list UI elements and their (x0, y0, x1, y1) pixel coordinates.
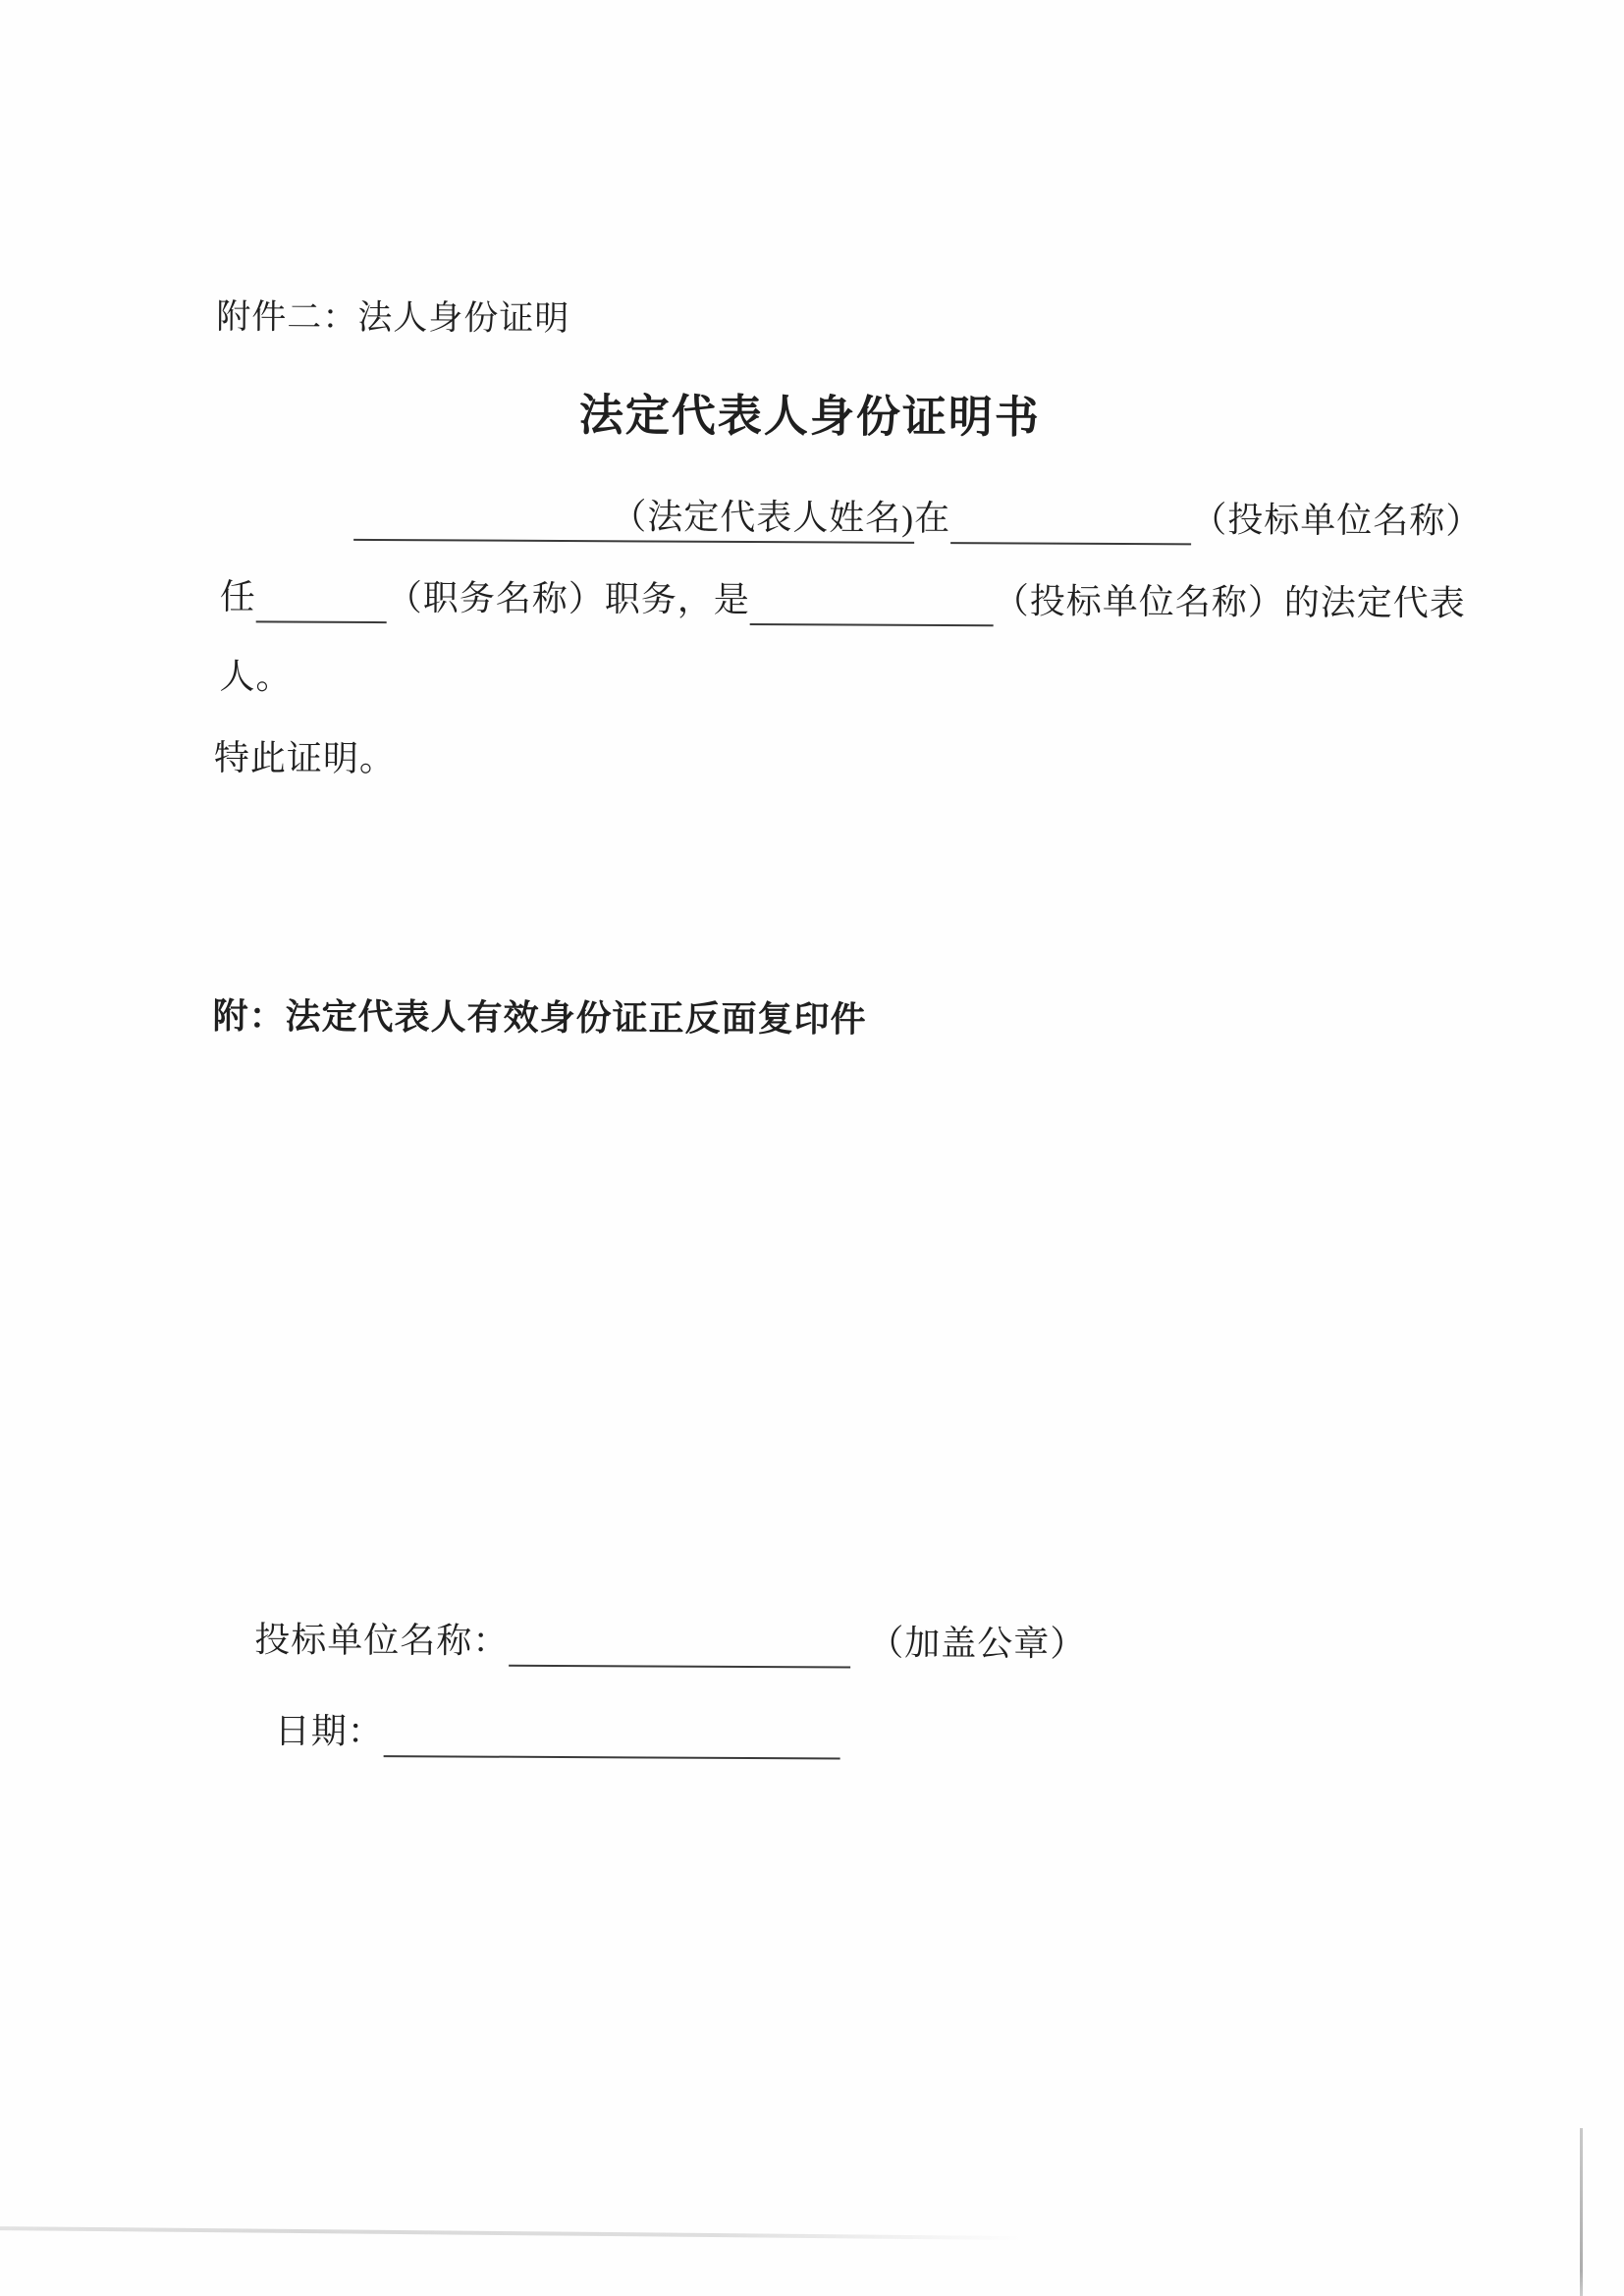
blank-legal-rep-name (353, 526, 611, 528)
company-name-label: 投标单位名称： (254, 1620, 510, 1661)
paragraph-line-1 (353, 492, 1482, 547)
paragraph-line-3: 人。 (219, 657, 293, 697)
scan-right-edge-artifact (1580, 2128, 1583, 2296)
paragraph-line-2 (220, 573, 1466, 628)
attachment-note: 附：法定代表人有效身份证正反面复印件 (212, 996, 867, 1040)
position-underline (256, 578, 387, 622)
legal-rep-name-underline-group (353, 497, 914, 544)
blank-company-name-1 (950, 529, 1191, 531)
blank-position-title (256, 608, 387, 610)
hint-company-name-2: （投标单位名称）的法定代表 (993, 581, 1466, 623)
blank-company-name-2 (750, 611, 994, 613)
attachment-label: 附件二：法人身份证明 (216, 297, 570, 339)
text-in-word: 在 (914, 498, 951, 539)
date-label: 日期： (274, 1711, 384, 1752)
hint-position-title: （职务名称）职务，是 (386, 578, 750, 620)
hint-company-name-1: （投标单位名称） (1191, 500, 1483, 541)
company-name-underline-2 (750, 581, 994, 626)
document-title: 法定代表人身份证明书 (578, 391, 1041, 443)
blank-footer-company-name (509, 1652, 850, 1655)
footer-date-line (275, 1707, 840, 1759)
seal-note: （加盖公章） (868, 1623, 1087, 1664)
blank-date (384, 1742, 840, 1745)
hint-legal-rep-name: （法定代表人姓名) (611, 497, 915, 538)
footer-company-line (254, 1616, 1086, 1669)
certify-statement: 特此证明。 (213, 738, 397, 779)
company-name-underline-1 (950, 500, 1191, 545)
date-underline (384, 1713, 840, 1759)
text-serve-word: 任 (219, 577, 256, 617)
company-signature-underline (509, 1623, 850, 1668)
